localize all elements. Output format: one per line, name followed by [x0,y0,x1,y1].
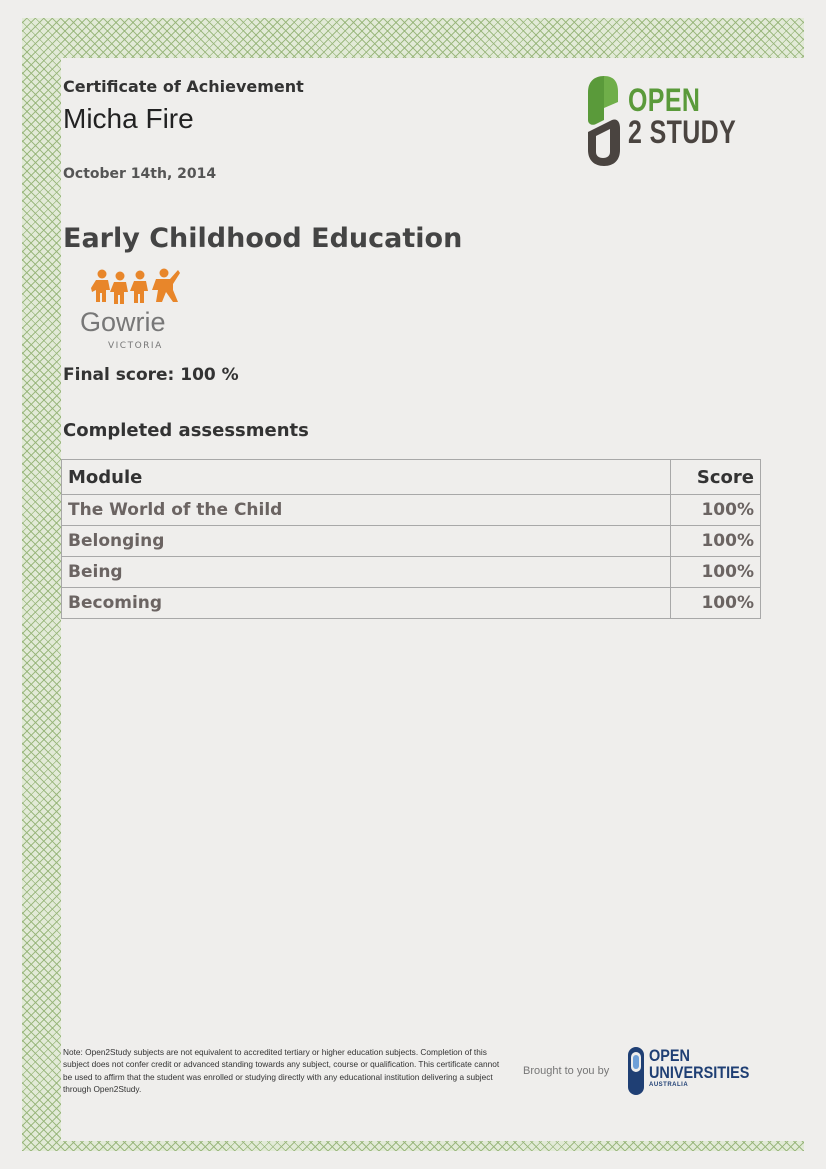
open-universities-logo-icon [627,1046,645,1096]
table-row [62,588,761,619]
module-cell: Belonging [62,526,671,557]
brought-to-you-by: Brought to you by [523,1065,610,1077]
partner-subtitle: VICTORIA [108,341,163,351]
table-header-row [62,460,761,495]
module-cell: Being [62,557,671,588]
score-cell: 100% [671,526,761,557]
brand-line2: 2 STUDY [628,114,737,150]
score-cell: 100% [671,588,761,619]
table-row [62,495,761,526]
score-column-header: Score [671,460,761,495]
score-cell: 100% [671,557,761,588]
certificate-date: October 14th, 2014 [63,166,217,182]
completed-assessments-heading: Completed assessments [63,420,309,441]
disclaimer-note: Note: Open2Study subjects are not equivalent to accredited tertiary or higher education subjects. Completion of this subject does not confer credit or advanced standing towards any subject, course or qualification. This certificate cannot be used to affirm that the student was enrolled or studying directly with any educational institution delivering a subject through Open2Study. [63,1047,500,1095]
ou-line1: OPEN [649,1046,690,1065]
module-cell: Becoming [62,588,671,619]
open2study-wordmark [628,84,767,148]
table-row [62,526,761,557]
partner-name: Gowrie [80,307,166,337]
table-row [62,557,761,588]
ou-line2: UNIVERSITIES [649,1063,750,1082]
open-universities-wordmark [649,1047,767,1089]
module-cell: The World of the Child [62,495,671,526]
brand-line1: OPEN [628,82,701,118]
ou-line3: AUSTRALIA [649,1082,689,1088]
final-score: Final score: 100 % [63,365,239,385]
certificate-label: Certificate of Achievement [63,77,304,96]
recipient-name: Micha Fire [63,103,194,134]
score-cell: 100% [671,495,761,526]
module-column-header: Module [62,460,671,495]
assessments-table [61,459,761,619]
course-title: Early Childhood Education [63,223,463,254]
open2study-logo-icon [584,72,624,168]
